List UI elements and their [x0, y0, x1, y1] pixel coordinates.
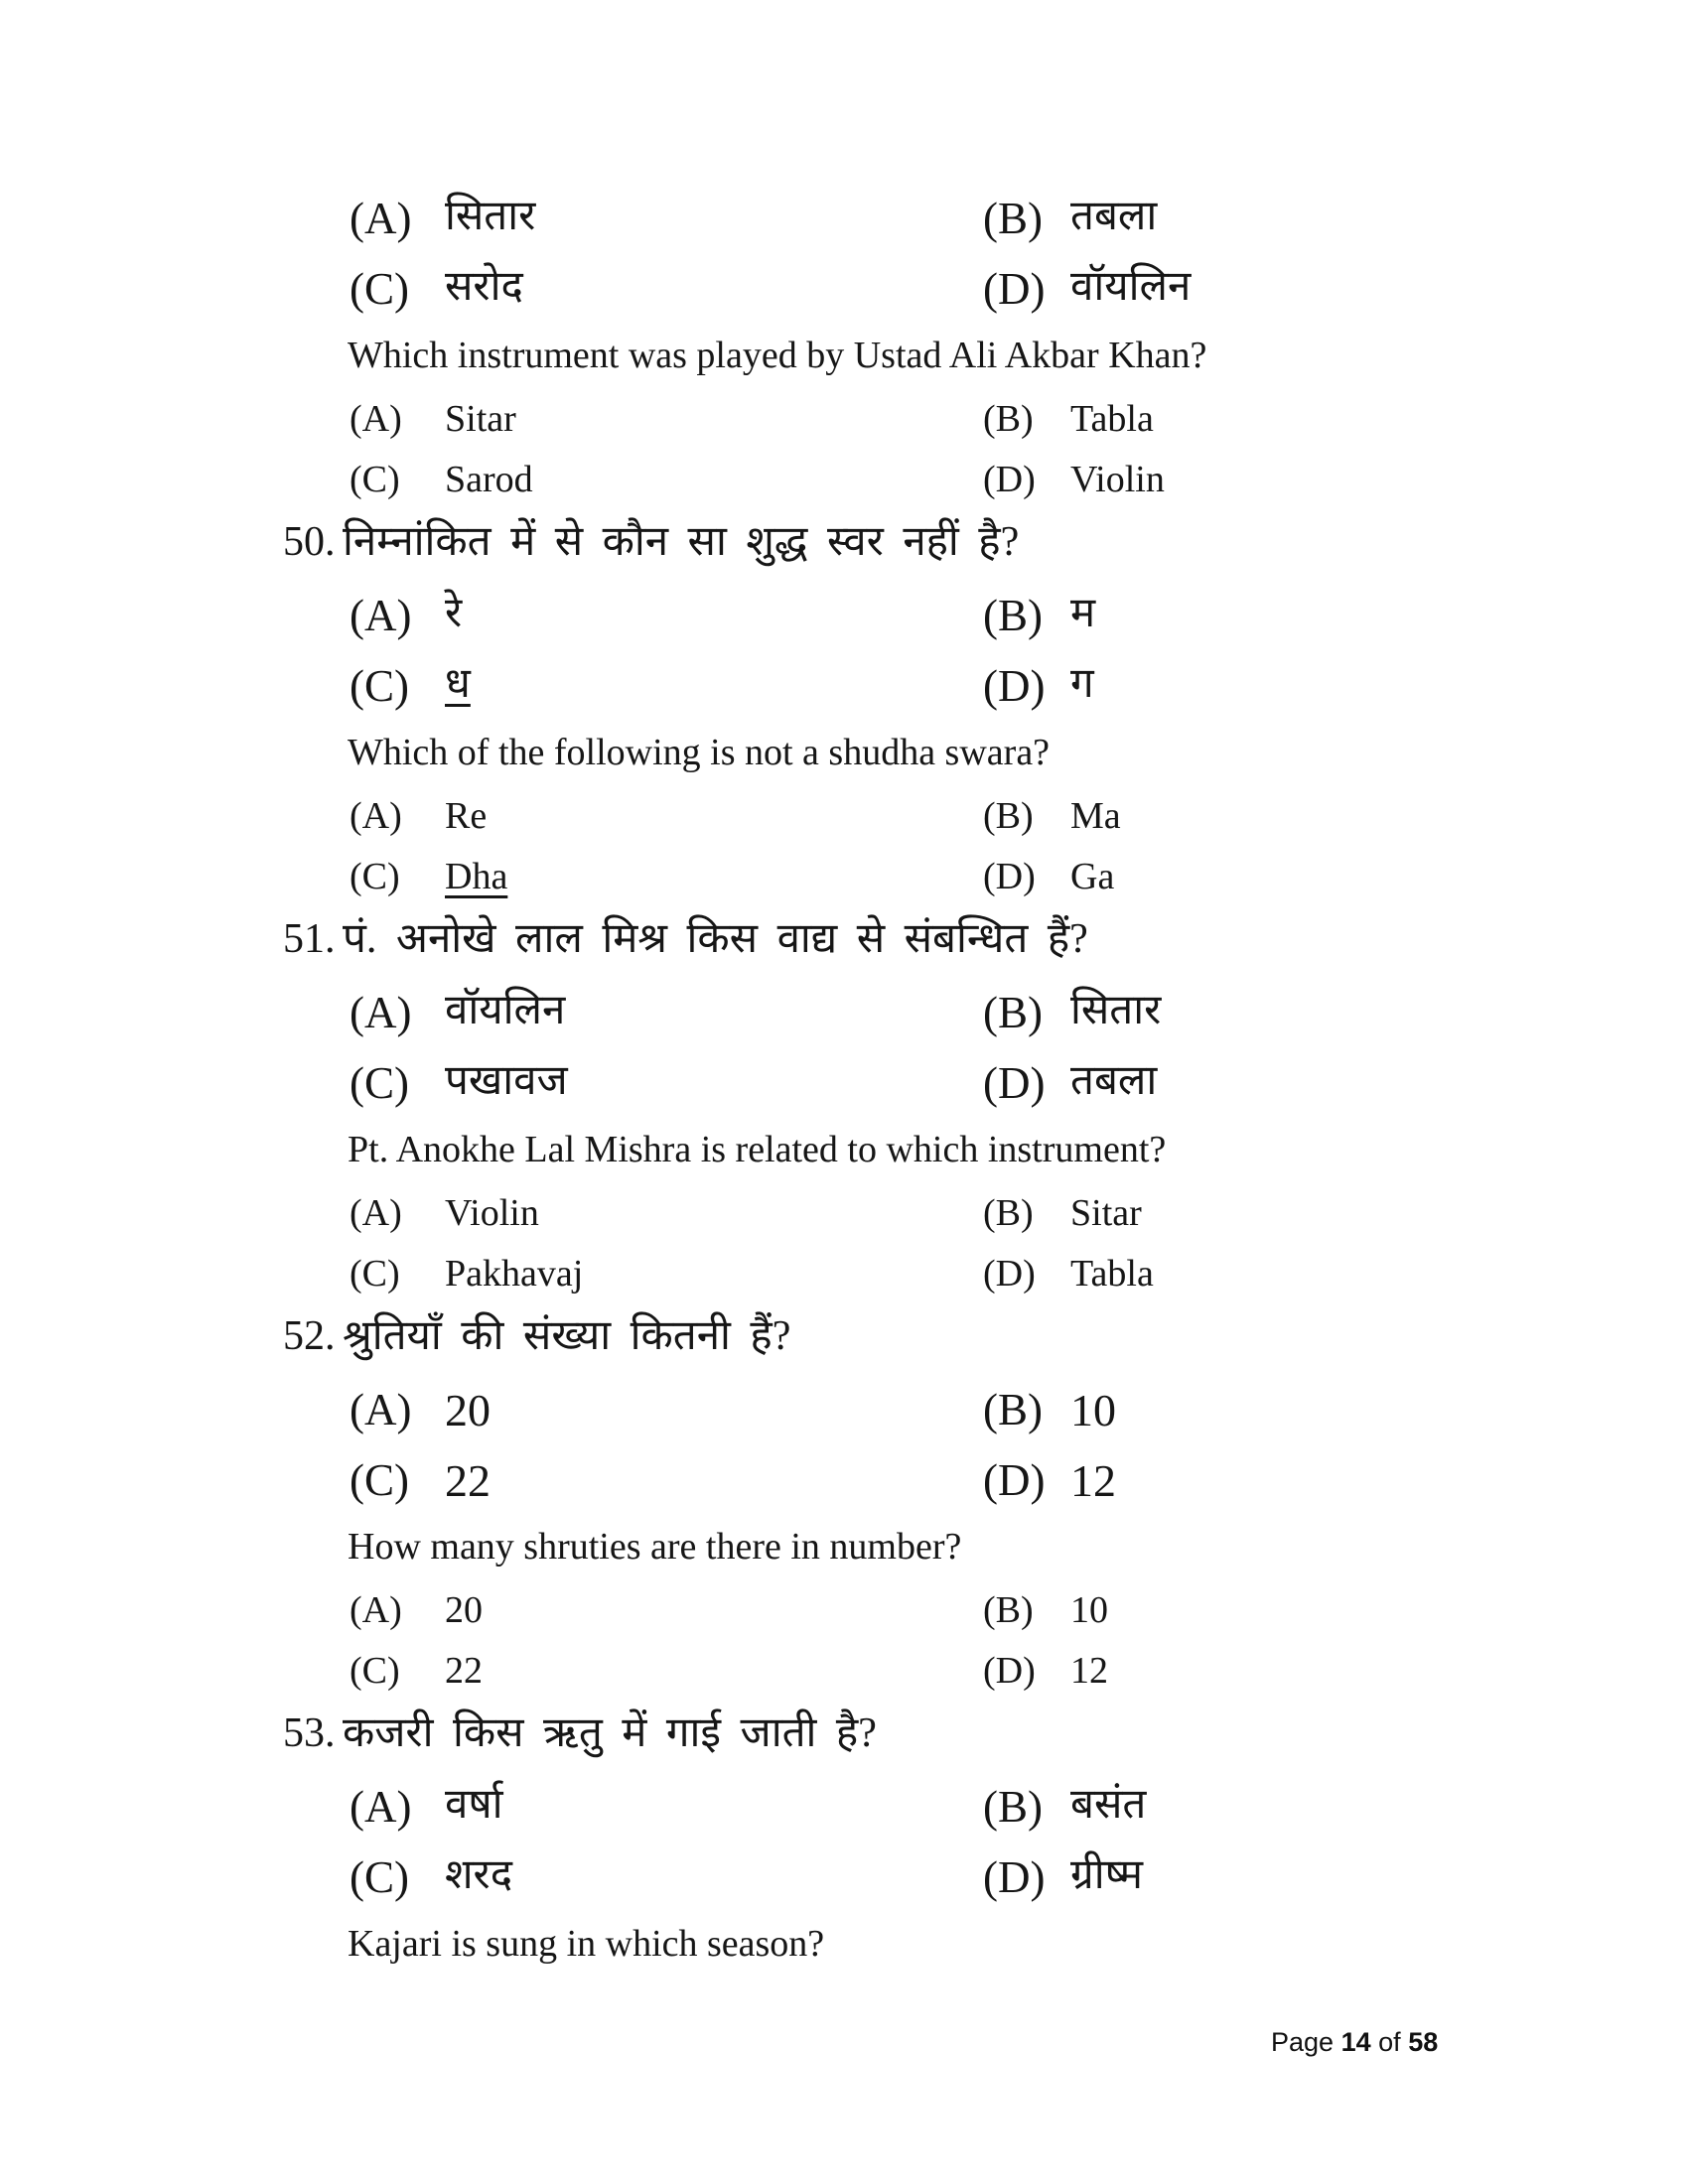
option-label: (A): [350, 1385, 412, 1434]
question-row-english: [0, 732, 1688, 795]
options-row: [0, 1253, 1688, 1313]
option-text: Violin: [1070, 459, 1165, 500]
option-text: Re: [445, 795, 488, 837]
option-label: (D): [983, 1852, 1046, 1902]
option-text: 20: [445, 1385, 491, 1435]
page-number-current: 14: [1340, 2027, 1371, 2057]
question-text-hindi: कजरी किस ऋतु में गाई जाती है?: [343, 1710, 877, 1756]
option-text: बसंत: [1070, 1782, 1147, 1828]
options-row: [0, 1589, 1688, 1650]
option-text: शरद: [445, 1852, 513, 1898]
options-row: [0, 1852, 1688, 1923]
question-number: 53.: [283, 1710, 336, 1756]
options-row: [0, 1782, 1688, 1852]
option-text: Tabla: [1070, 1253, 1154, 1295]
option-text: Tabla: [1070, 398, 1154, 440]
options-row: [0, 398, 1688, 459]
question-text-hindi: श्रुतियाँ की संख्या कितनी हैं?: [343, 1313, 791, 1359]
option-text: 10: [1070, 1385, 1116, 1435]
options-row: [0, 1385, 1688, 1455]
options-row: [0, 988, 1688, 1058]
option-text: Sarod: [445, 459, 533, 500]
options-row: [0, 264, 1688, 335]
option-text: ग्रीष्म: [1070, 1852, 1143, 1898]
option-text: सितार: [1070, 988, 1162, 1033]
option-label: (D): [983, 1058, 1046, 1108]
option-text: ध: [445, 661, 471, 707]
question-number: 51.: [283, 916, 336, 962]
option-text: Dha: [445, 856, 508, 897]
question-row-hindi: [0, 916, 1688, 988]
option-label: (C): [350, 1058, 409, 1108]
question-text-english: Which of the following is not a shudha swara?: [348, 732, 1051, 773]
option-label: (A): [350, 591, 412, 640]
option-text: Sitar: [1070, 1192, 1142, 1234]
question-text-english: Pt. Anokhe Lal Mishra is related to which instrument?: [348, 1129, 1167, 1170]
option-text: 20: [445, 1589, 483, 1631]
option-text: Pakhavaj: [445, 1253, 584, 1295]
options-row: [0, 1058, 1688, 1129]
option-label: (B): [983, 398, 1034, 440]
option-text: तबला: [1070, 1058, 1158, 1104]
question-row-english: [0, 1923, 1688, 1986]
option-text: 10: [1070, 1589, 1108, 1631]
footer-label-page: Page: [1271, 2027, 1335, 2057]
option-text: वॉयलिन: [445, 988, 566, 1033]
option-text: 22: [445, 1455, 491, 1506]
question-text-hindi: निम्नांकित में से कौन सा शुद्ध स्वर नहीं है?: [343, 519, 1020, 565]
options-row: [0, 1455, 1688, 1526]
option-label: (C): [350, 661, 409, 711]
option-label: (B): [983, 1385, 1043, 1434]
option-label: (D): [983, 856, 1036, 897]
option-label: (C): [350, 459, 400, 500]
option-text: ग: [1070, 661, 1094, 707]
option-label: (B): [983, 988, 1043, 1037]
option-label: (A): [350, 1782, 412, 1832]
option-label: (C): [350, 856, 400, 897]
option-text: Violin: [445, 1192, 539, 1234]
option-text: Ga: [1070, 856, 1115, 897]
question-row-english: [0, 335, 1688, 398]
options-row: [0, 591, 1688, 661]
page-footer: [1271, 2027, 1438, 2058]
option-label: (A): [350, 1192, 402, 1234]
options-row: [0, 795, 1688, 856]
option-text: सरोद: [445, 264, 523, 310]
option-label: (D): [983, 264, 1046, 314]
option-label: (C): [350, 1852, 409, 1902]
question-row-english: [0, 1129, 1688, 1192]
option-label: (D): [983, 1455, 1046, 1505]
option-label: (A): [350, 1589, 402, 1631]
option-label: (D): [983, 661, 1046, 711]
option-text: 12: [1070, 1455, 1116, 1506]
question-text-english: Which instrument was played by Ustad Ali Akbar Khan?: [348, 335, 1207, 376]
option-text: वॉयलिन: [1070, 264, 1192, 310]
options-row: [0, 1650, 1688, 1710]
option-label: (A): [350, 795, 402, 837]
page-number-total: 58: [1408, 2027, 1439, 2057]
option-text: Sitar: [445, 398, 516, 440]
option-label: (A): [350, 398, 402, 440]
option-label: (A): [350, 194, 412, 243]
footer-label-of: of: [1378, 2027, 1401, 2057]
question-text-hindi: पं. अनोखे लाल मिश्र किस वाद्य से संबन्धित हैं?: [343, 916, 1088, 962]
question-row-hindi: [0, 1710, 1688, 1782]
option-label: (B): [983, 1192, 1034, 1234]
option-label: (B): [983, 591, 1043, 640]
option-label: (B): [983, 795, 1034, 837]
option-label: (D): [983, 1253, 1036, 1295]
option-label: (C): [350, 264, 409, 314]
option-label: (B): [983, 1782, 1043, 1832]
question-text-english: How many shruties are there in number?: [348, 1526, 962, 1568]
question-row-english: [0, 1526, 1688, 1589]
options-row: [0, 1192, 1688, 1253]
options-row: [0, 661, 1688, 732]
option-label: (C): [350, 1455, 409, 1505]
option-label: (D): [983, 459, 1036, 500]
option-text: Ma: [1070, 795, 1121, 837]
options-row: [0, 194, 1688, 264]
option-text: 12: [1070, 1650, 1108, 1692]
option-text: सितार: [445, 194, 536, 239]
option-text: म: [1070, 591, 1096, 636]
option-label: (C): [350, 1253, 400, 1295]
option-text: पखावज: [445, 1058, 568, 1104]
option-text: रे: [445, 591, 463, 636]
option-text: 22: [445, 1650, 483, 1692]
question-number: 52.: [283, 1313, 336, 1359]
option-label: (B): [983, 1589, 1034, 1631]
option-label: (D): [983, 1650, 1036, 1692]
option-label: (B): [983, 194, 1043, 243]
option-text: वर्षा: [445, 1782, 503, 1828]
options-row: [0, 856, 1688, 916]
question-row-hindi: [0, 1313, 1688, 1385]
option-label: (C): [350, 1650, 400, 1692]
question-text-english: Kajari is sung in which season?: [348, 1923, 825, 1965]
option-text: तबला: [1070, 194, 1158, 239]
question-row-hindi: [0, 519, 1688, 591]
option-label: (A): [350, 988, 412, 1037]
options-row: [0, 459, 1688, 519]
question-number: 50.: [283, 519, 336, 565]
